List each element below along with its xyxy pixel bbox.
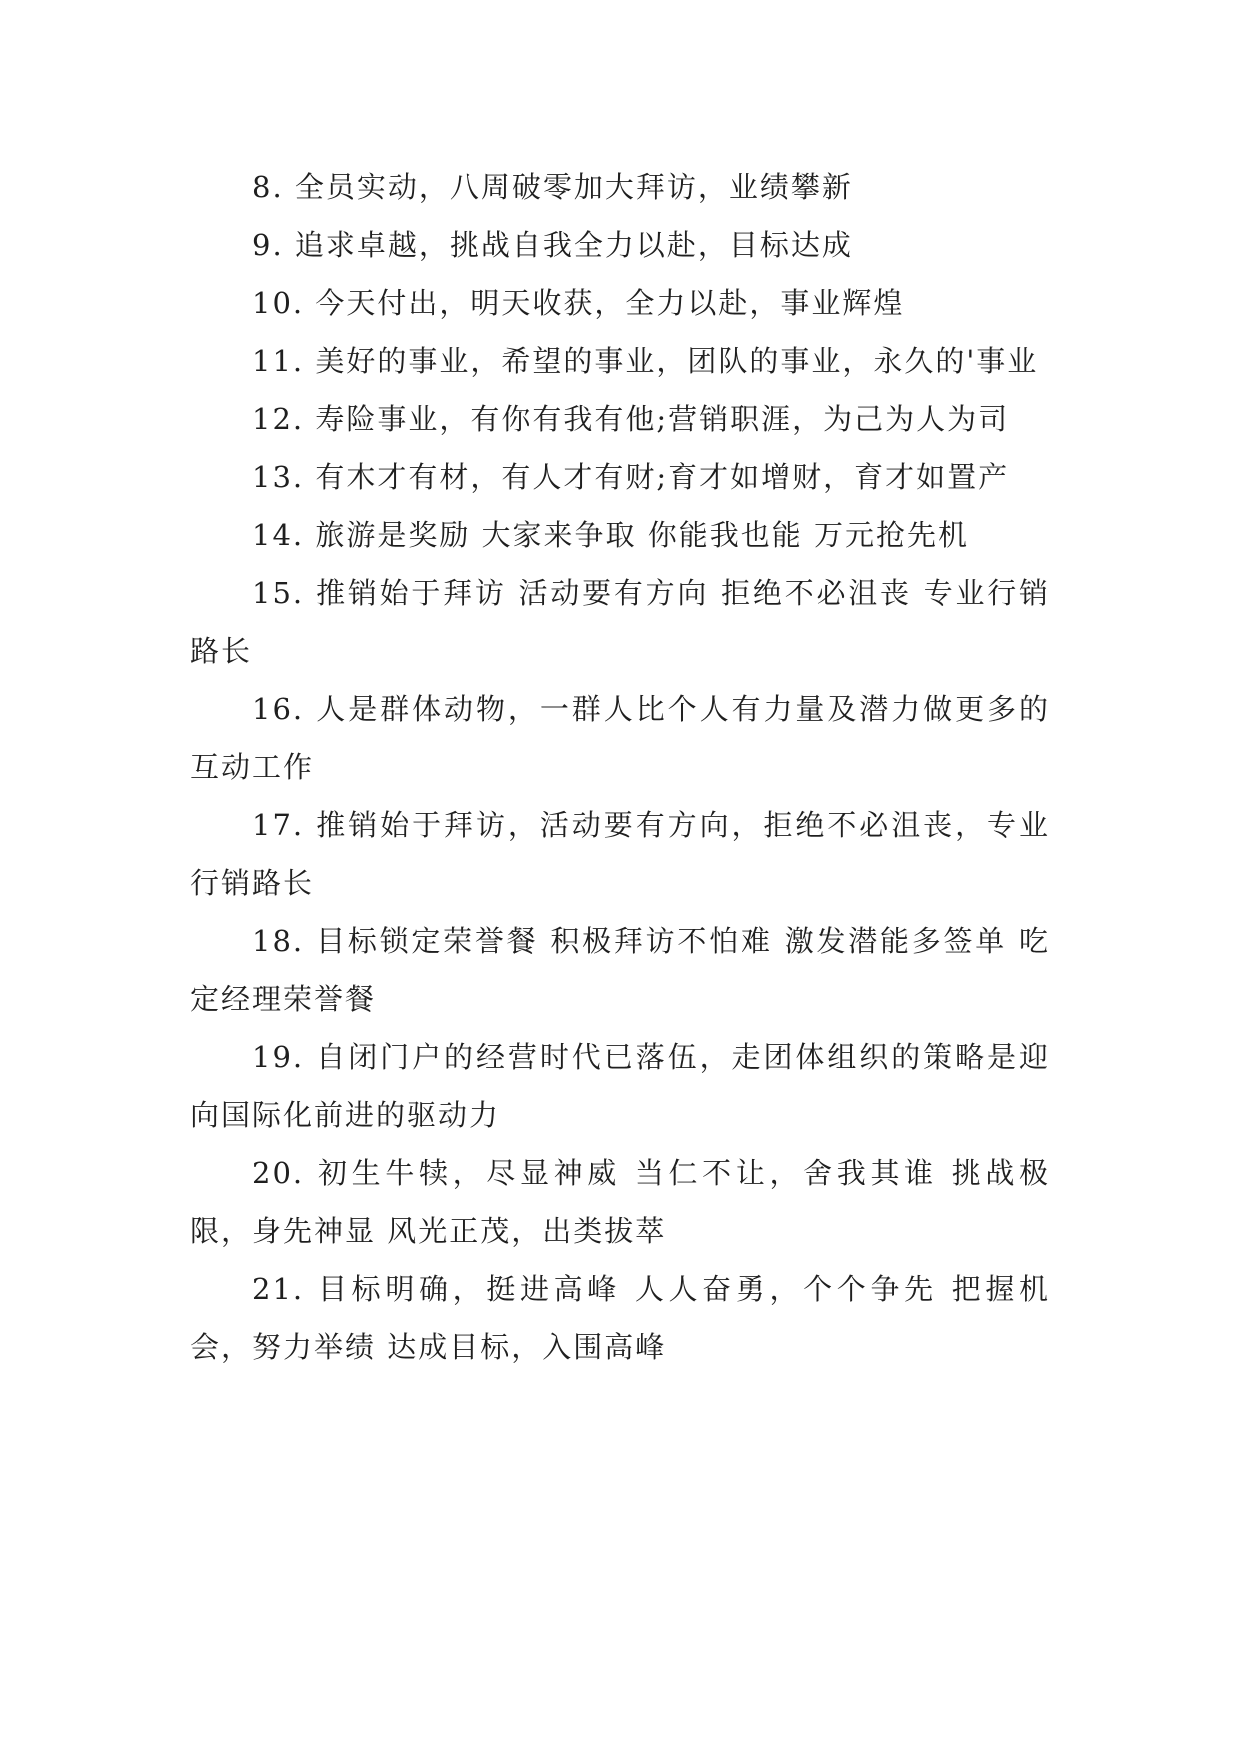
list-item: 18. 目标锁定荣誉餐 积极拜访不怕难 激发潜能多签单 吃定经理荣誉餐 xyxy=(190,924,1050,1016)
list-item: 15. 推销始于拜访 活动要有方向 拒绝不必沮丧 专业行销路长 xyxy=(190,576,1050,668)
list-item: 8. 全员实动，八周破零加大拜访，业绩攀新 xyxy=(252,170,853,204)
document-body xyxy=(190,158,1050,1376)
list-item: 16. 人是群体动物，一群人比个人有力量及潜力做更多的互动工作 xyxy=(190,692,1050,784)
list-item: 13. 有木才有材，有人才有财;育才如增财，育才如置产 xyxy=(252,460,1010,494)
list-item: 20. 初生牛犊，尽显神威 当仁不让，舍我其谁 挑战极限，身先神显 风光正茂，出类拔萃 xyxy=(190,1156,1050,1248)
list-item: 17. 推销始于拜访，活动要有方向，拒绝不必沮丧，专业行销路长 xyxy=(190,808,1050,900)
list-item: 21. 目标明确，挺进高峰 人人奋勇，个个争先 把握机会，努力举绩 达成目标，入围高峰 xyxy=(190,1272,1050,1364)
list-item: 10. 今天付出，明天收获，全力以赴，事业辉煌 xyxy=(252,286,905,320)
list-item: 14. 旅游是奖励 大家来争取 你能我也能 万元抢先机 xyxy=(252,518,969,552)
list-item: 9. 追求卓越，挑战自我全力以赴，目标达成 xyxy=(252,228,853,262)
list-item: 11. 美好的事业，希望的事业，团队的事业，永久的'事业 xyxy=(252,344,1039,378)
list-item: 12. 寿险事业，有你有我有他;营销职涯，为己为人为司 xyxy=(252,402,1010,436)
list-item: 19. 自闭门户的经营时代已落伍，走团体组织的策略是迎向国际化前进的驱动力 xyxy=(190,1040,1050,1132)
